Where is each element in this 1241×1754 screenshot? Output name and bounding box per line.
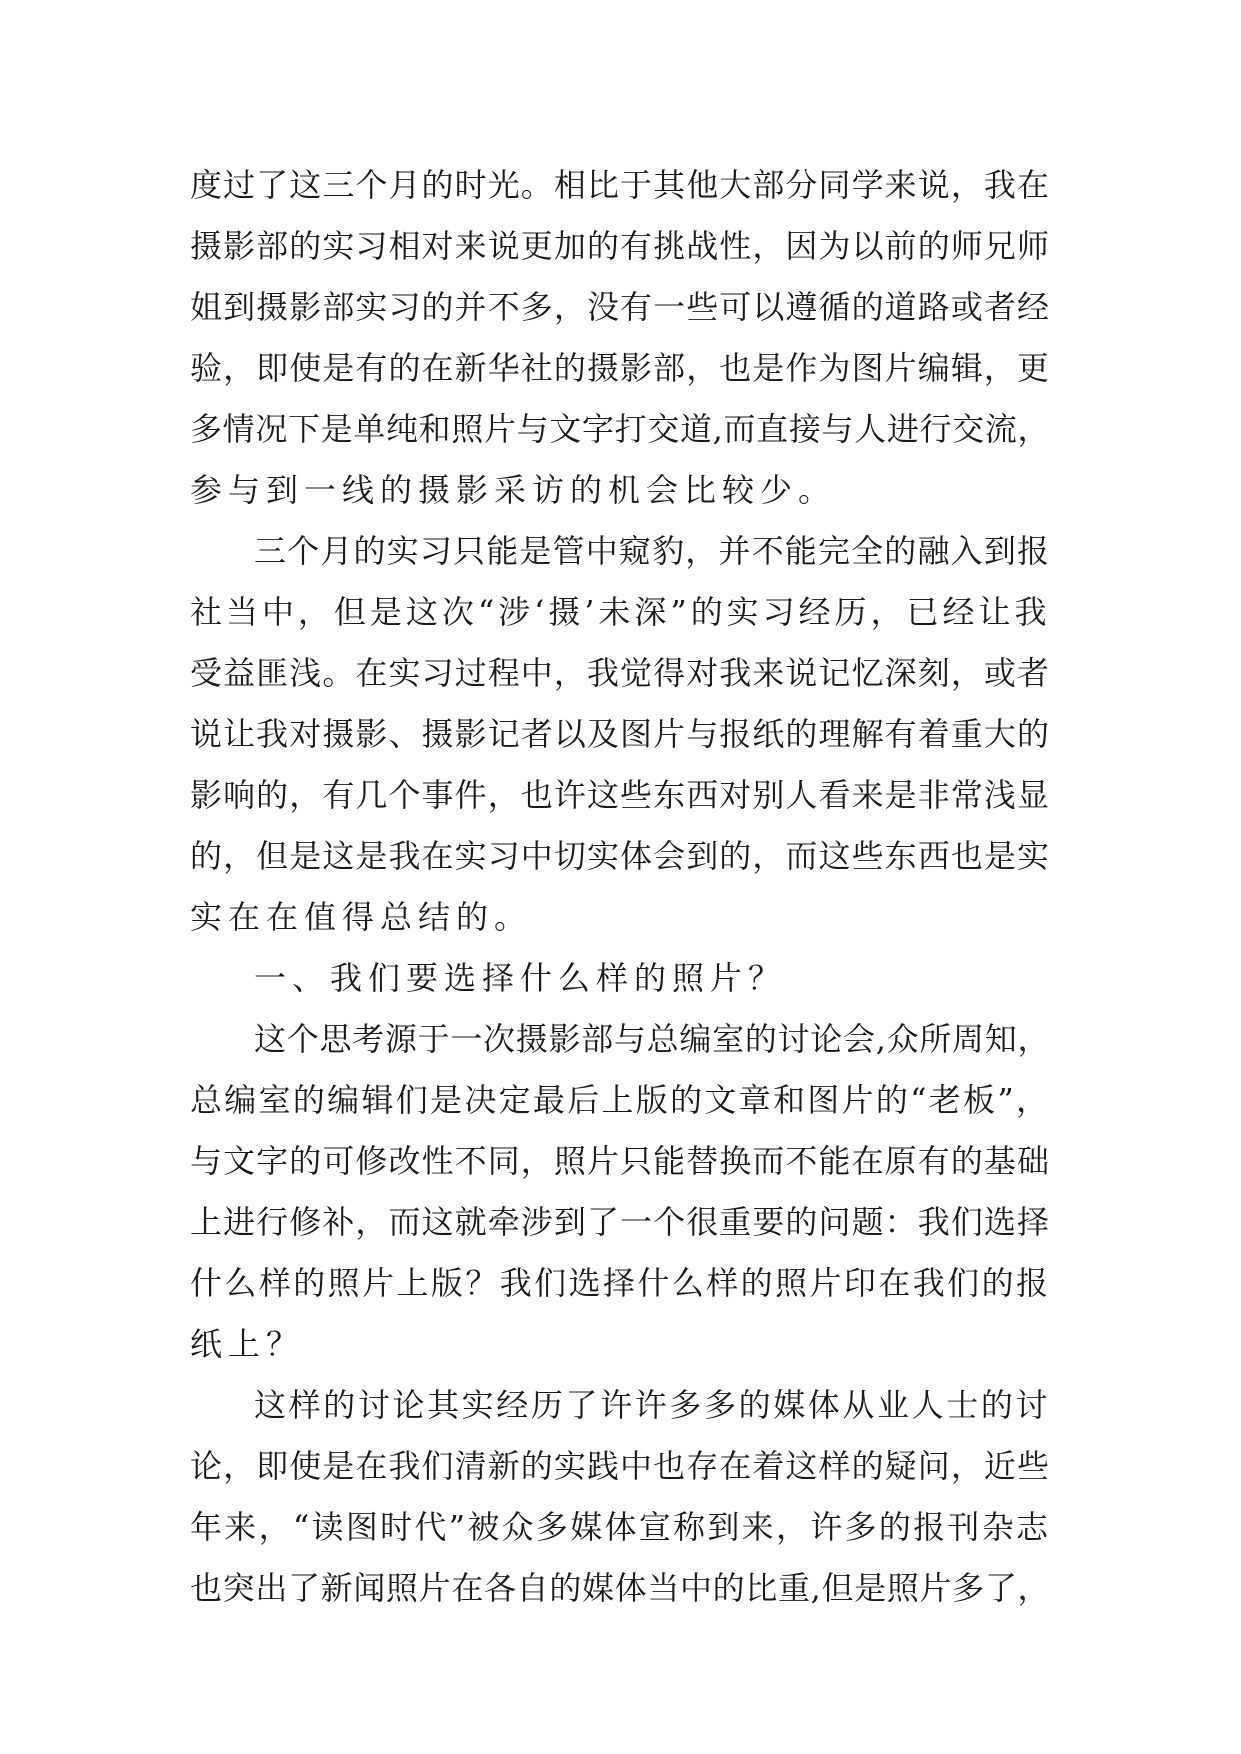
paragraph bbox=[190, 1375, 1050, 1619]
text-line: 什么样的照片上版？我们选择什么样的照片印在我们的报 bbox=[190, 1264, 1050, 1302]
paragraph bbox=[190, 521, 1050, 948]
text-line: 度过了这三个月的时光。相比于其他大部分同学来说，我在 bbox=[190, 166, 1050, 204]
text-line: 验，即使是有的在新华社的摄影部，也是作为图片编辑，更 bbox=[190, 349, 1050, 387]
text-line: 三个月的实习只能是管中窥豹，并不能完全的融入到报 bbox=[254, 532, 1050, 570]
text-line: 一、我们要选择什么样的照片？ bbox=[254, 959, 787, 997]
paragraph bbox=[190, 155, 1050, 521]
text-line: 参与到一线的摄影采访的机会比较少。 bbox=[190, 471, 837, 509]
text-line: 受益匪浅。在实习过程中，我觉得对我来说记忆深刻，或者 bbox=[190, 654, 1050, 692]
text-line: 也突出了新闻照片在各自的媒体当中的比重,但是照片多了， bbox=[190, 1569, 1050, 1607]
text-line: 论，即使是在我们清新的实践中也存在着这样的疑问，近些 bbox=[190, 1447, 1050, 1485]
text-line: 实在在值得总结的。 bbox=[190, 898, 533, 936]
text-line: 影响的，有几个事件，也许这些东西对别人看来是非常浅显 bbox=[190, 776, 1050, 814]
section-heading bbox=[190, 948, 1050, 1009]
text-line: 说让我对摄影、摄影记者以及图片与报纸的理解有着重大的 bbox=[190, 715, 1050, 753]
text-line: 这个思考源于一次摄影部与总编室的讨论会,众所周知， bbox=[254, 1020, 1050, 1058]
text-line: 摄影部的实习相对来说更加的有挑战性，因为以前的师兄师 bbox=[190, 227, 1050, 265]
text-line: 这样的讨论其实经历了许许多多的媒体从业人士的讨 bbox=[254, 1386, 1050, 1424]
text-line: 总编室的编辑们是决定最后上版的文章和图片的“老板”， bbox=[190, 1081, 1050, 1119]
text-line: 与文字的可修改性不同，照片只能替换而不能在原有的基础 bbox=[190, 1142, 1050, 1180]
text-line: 姐到摄影部实习的并不多，没有一些可以遵循的道路或者经 bbox=[190, 288, 1050, 326]
paragraph bbox=[190, 1009, 1050, 1375]
body-text bbox=[190, 155, 1050, 1619]
text-line: 上进行修补，而这就牵涉到了一个很重要的问题：我们选择 bbox=[190, 1203, 1050, 1241]
text-line: 社当中，但是这次“涉‘摄’未深”的实习经历，已经让我 bbox=[190, 593, 1050, 631]
text-line: 多情况下是单纯和照片与文字打交道,而直接与人进行交流， bbox=[190, 410, 1050, 448]
text-line: 年来，“读图时代”被众多媒体宣称到来，许多的报刊杂志 bbox=[190, 1508, 1050, 1546]
text-line: 的，但是这是我在实习中切实体会到的，而这些东西也是实 bbox=[190, 837, 1050, 875]
text-line: 纸上？ bbox=[190, 1325, 305, 1363]
